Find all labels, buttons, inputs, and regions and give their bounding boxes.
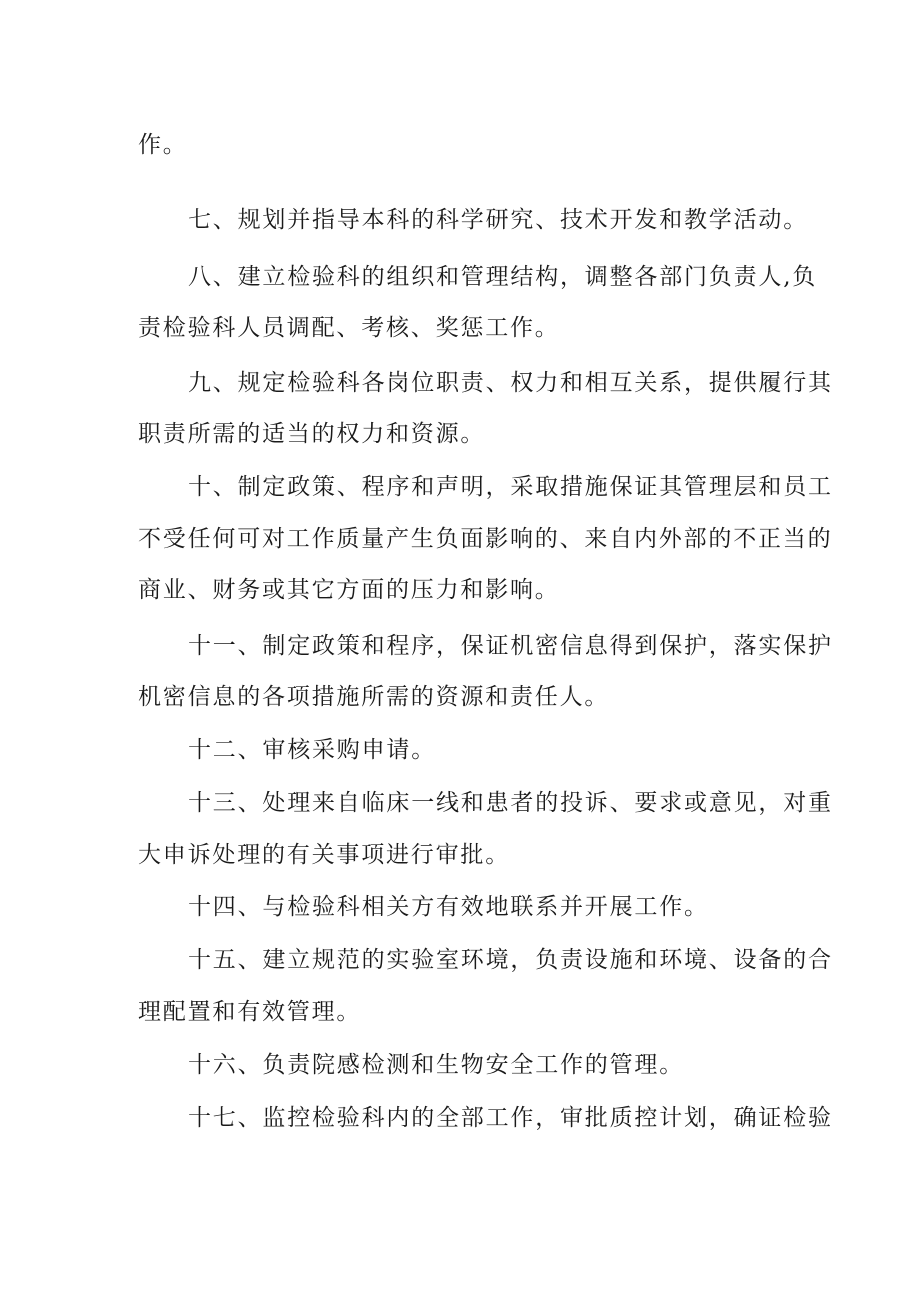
- text-line: 八、建立检验科的组织和管理结构，调整各部门负责人,负: [188, 264, 818, 290]
- text-line: 七、规划并指导本科的科学研究、技术开发和教学活动。: [188, 207, 808, 233]
- text-line: 理配置和有效管理。: [138, 999, 362, 1025]
- text-line: 责检验科人员调配、考核、奖惩工作。: [138, 315, 560, 341]
- text-line: 机密信息的各项措施所需的资源和责任人。: [138, 684, 610, 710]
- text-line: 大申诉处理的有关事项进行审批。: [138, 842, 510, 868]
- text-line: 商业、财务或其它方面的压力和影响。: [138, 577, 560, 603]
- text-line: 十四、与检验科相关方有效地联系并开展工作。: [188, 894, 709, 920]
- text-line: 十七、监控检验科内的全部工作，审批质控计划，确证检验: [188, 1105, 833, 1131]
- text-line: 作。: [138, 132, 188, 158]
- text-line: 十、制定政策、程序和声明，采取措施保证其管理层和员工: [188, 474, 833, 500]
- text-line: 十三、处理来自临床一线和患者的投诉、要求或意见，对重: [188, 790, 833, 816]
- text-line: 职责所需的适当的权力和资源。: [138, 421, 486, 447]
- text-line: 十一、制定政策和程序，保证机密信息得到保护，落实保护: [188, 633, 833, 659]
- text-line: 不受任何可对工作质量产生负面影响的、来自内外部的不正当的: [138, 526, 833, 552]
- text-line: 十二、审核采购申请。: [188, 737, 436, 763]
- text-line: 十五、建立规范的实验室环境，负责设施和环境、设备的合: [188, 947, 833, 973]
- text-line: 十六、负责院感检测和生物安全工作的管理。: [188, 1052, 684, 1078]
- text-line: 九、规定检验科各岗位职责、权力和相互关系，提供履行其: [188, 370, 833, 396]
